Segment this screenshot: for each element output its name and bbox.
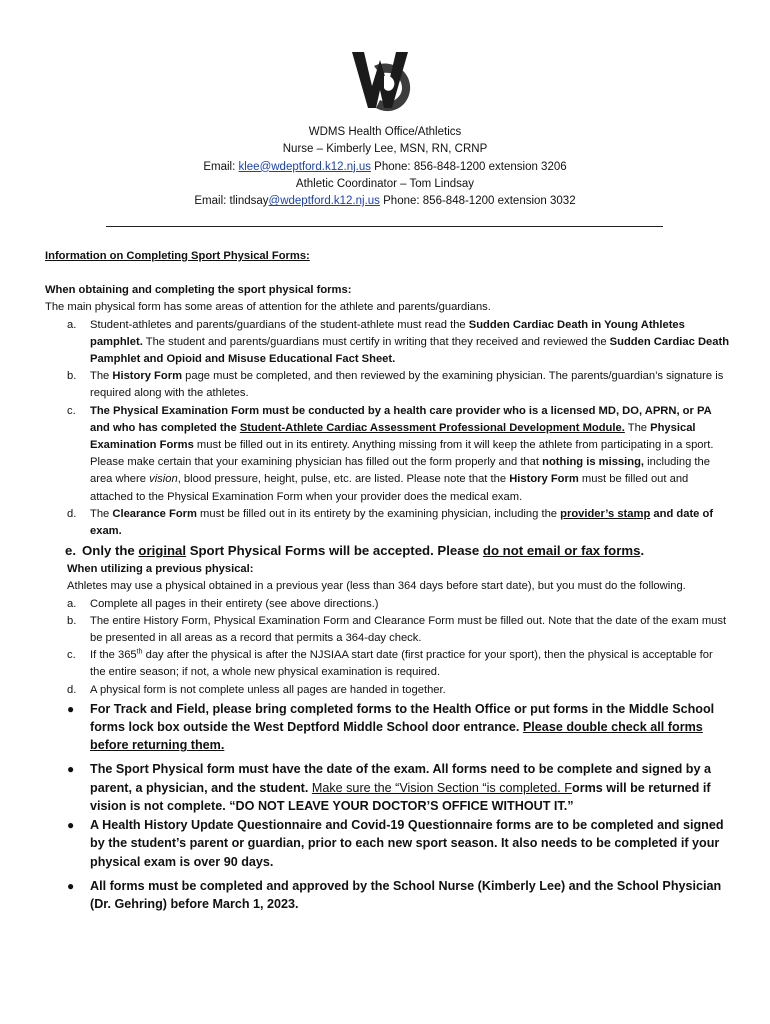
bullet-questionnaires: ● A Health History Update Questionnaire and Covid-19 Questionnaire forms are to be completed and signed by the student’s parent or guardian, prior to each new sport season. It also needs to be completed if your physical exam is over 90 days. [67,818,724,869]
prev-item-a: a. Complete all pages in their entirety (see above directions.) [67,597,379,610]
previous-list [67,596,730,699]
bullet-track-field: ● For Track and Field, please bring completed forms to the Health Office or put forms in the Middle School forms lock box outside the West Deptford Middle School door entrance. Please double check all forms before returning them. [67,701,715,753]
header-line-3 [0,159,770,176]
list-item-c: c. The Physical Examination Form must be conducted by a health care provider who is a licensed MD, DO, APRN, or PA and who has completed the Student-Athlete Cardiac Assessment Professional Development Module. The Physical Examination Forms must be filled out in its entirety. Anything missing from it will keep the athlete from participating in a sport. Please make certain that your examining physician has filled out the form properly and that nothing is missing, including the area where vision, blood pressure, height, pulse, etc. are listed. Please note that the History Form must be filled out and attached to the Physical Examination Form when your provider does the medical exam. [67,404,714,503]
email-label: Email: [203,160,239,173]
previous-heading: When utilizing a previous physical: [67,563,254,576]
bullet-list [45,700,730,913]
list-item-e: e. Only the original Sport Physical Forms will be accepted. Please do not email or fax forms. [65,543,645,559]
header-line-2: Nurse – Kimberly Lee, MSN, RN, CRNP [282,143,488,156]
section-title: Information on Completing Sport Physical Forms: [45,250,310,262]
list-item-b: b. The History Form page must be completed, and then reviewed by the examining physician. The parents/guardian’s signature is required along with the athletes. [67,370,724,400]
coordinator-phone: Phone: 856-848-1200 extension 3032 [379,195,576,208]
list-item-d: d. The Clearance Form must be filled out in its entirety by the examining physician, including the provider’s stamp and date of exam. [67,507,714,538]
bullet-deadline: ● All forms must be completed and approved by the School Nurse (Kimberly Lee) and the School Physician (Dr. Gehring) before March 1, 2023. [67,878,722,911]
header-line-1: WDMS Health Office/Athletics [308,126,462,138]
school-logo [350,46,416,118]
document-body [45,248,730,913]
obtaining-heading: When obtaining and completing the sport physical forms: [45,284,352,297]
prev-item-c: c. If the 365th day after the physical is after the NJSIAA start date (first practice for your sport), then the physical is acceptable for the entire season; if not, a whole new physical examination is required. [67,648,713,679]
nurse-phone: Phone: 856-848-1200 extension 3206 [370,160,567,173]
list-item-a: a. Student-athletes and parents/guardians of the student-athlete must read the Sudden Cardiac Death in Young Athletes pamphlet. The student and parents/guardians must certify in writing that they received and reviewed the Sudden Cardiac Death Pamphlet and Opioid and Misuse Educational Fact Sheet. [67,318,730,366]
prev-item-d: d. A physical form is not complete unless all pages are handed in together. [67,683,446,696]
contact-header [0,124,770,210]
header-line-5 [0,193,770,210]
nurse-email-link[interactable]: klee@wdeptford.k12.nj.us [238,160,371,173]
obtaining-list [45,317,730,541]
obtaining-intro: The main physical form has some areas of attention for the athlete and parents/guardians. [45,301,491,314]
email-label-2: Email: tlindsay [194,195,269,208]
prev-item-b: b. The entire History Form, Physical Examination Form and Clearance Form must be filled out. Note that the date of the exam must be presented in all areas as a record that permits a 364-day check. [67,614,727,645]
previous-physical-section [45,561,730,699]
header-line-4: Athletic Coordinator – Tom Lindsay [295,177,475,190]
header-divider [106,226,663,227]
bullet-exam-date: ● The Sport Physical form must have the date of the exam. All forms need to be complete and signed by a parent, a physician, and the student. Make sure the “Vision Section “is completed. Forms will be returned if vision is not complete. “DO NOT LEAVE YOUR DOCTOR’S OFFICE WITHOUT IT.” [67,762,711,813]
previous-intro: Athletes may use a physical obtained in a previous year (less than 364 days before start date), but you must do the following. [67,580,686,593]
coordinator-email-link[interactable]: @wdeptford.k12.nj.us [268,195,380,208]
